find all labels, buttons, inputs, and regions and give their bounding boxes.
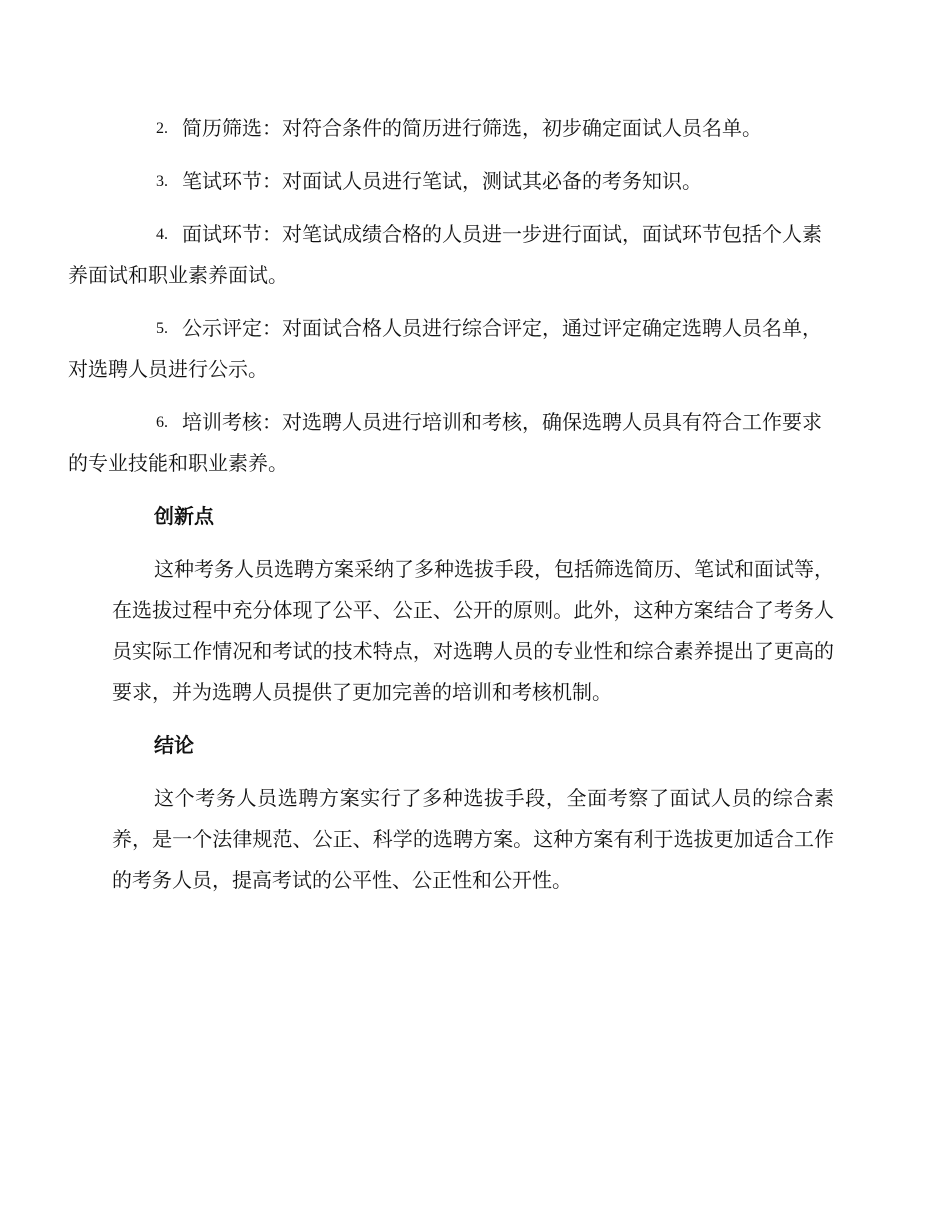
list-item <box>68 402 834 484</box>
list-text: 笔试环节：对面试人员进行笔试，测试其必备的考务知识。 <box>182 169 702 193</box>
list-body <box>68 214 834 296</box>
conclusion-paragraph: 这个考务人员选聘方案实行了多种选拔手段，全面考察了面试人员的综合素养，是一个法律规范、公正、科学的选聘方案。这种方案有利于选拔更加适合工作的考务人员，提高考试的公平性、公正性和公开性。 <box>112 786 834 892</box>
list-number: 6. <box>156 414 168 431</box>
list-body <box>182 161 834 202</box>
list-item <box>68 308 834 390</box>
list-item <box>112 161 834 202</box>
list-item <box>112 108 834 149</box>
list-text: 培训考核：对选聘人员进行培训和考核，确保选聘人员具有符合工作要求的专业技能和职业素养。 <box>68 410 822 475</box>
list-body <box>182 108 834 149</box>
list-body <box>68 402 834 484</box>
innovation-paragraph: 这种考务人员选聘方案采纳了多种选拔手段，包括筛选简历、笔试和面试等，在选拔过程中充分体现了公平、公正、公开的原则。此外，这种方案结合了考务人员实际工作情况和考试的技术特点，对选聘人员的专业性和综合素养提出了更高的要求，并为选聘人员提供了更加完善的培训和考核机制。 <box>112 557 834 704</box>
list-text: 面试环节：对笔试成绩合格的人员进一步进行面试，面试环节包括个人素养面试和职业素养面试。 <box>68 222 822 287</box>
list-body <box>68 308 834 390</box>
list-item <box>68 214 834 296</box>
list-number: 5. <box>156 320 168 337</box>
conclusion-heading: 结论 <box>154 733 194 757</box>
list-text: 简历筛选：对符合条件的简历进行筛选，初步确定面试人员名单。 <box>182 116 762 140</box>
list-number: 3. <box>156 173 168 190</box>
list-text: 公示评定：对面试合格人员进行综合评定，通过评定确定选聘人员名单，对选聘人员进行公示。 <box>68 316 822 381</box>
list-number: 2. <box>156 120 168 137</box>
list-number: 4. <box>156 226 168 243</box>
innovation-heading: 创新点 <box>154 504 214 528</box>
